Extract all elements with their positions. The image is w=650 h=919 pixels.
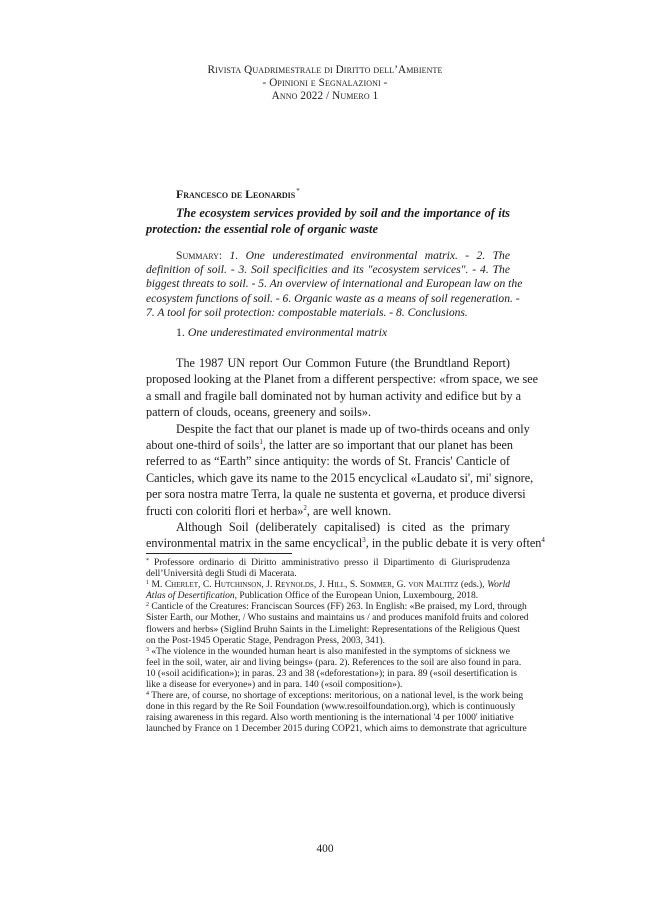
footnote-line: feel in the soil, water, air and living beings» (para. 2). References to the soil are also found in para. (146, 657, 522, 668)
footnote-line (146, 591, 510, 602)
summary-label: Summary: (176, 249, 223, 262)
body-text-segment: , the latter are so important that our planet has been (262, 438, 513, 453)
summary-line (146, 277, 523, 291)
footnote-line (146, 580, 510, 591)
footnote-text: «The violence in the wounded human heart is also manifested in the symptoms of sickness we (149, 646, 510, 657)
body-line: Although Soil (deliberately capitalised) is cited as the primary (176, 520, 510, 535)
footnote-marker: 1 (146, 580, 149, 587)
author-name: Francesco de Leonardis (176, 187, 296, 201)
summary-text: 7. A tool for soil protection: compostable materials. - 8. Conclusions. (146, 305, 468, 319)
footnote-marker: 2 (146, 602, 149, 609)
footnote-line: raising awareness in this regard. Also worth mentioning is the international '4 per 1000' initiative (146, 713, 514, 724)
body-line (146, 437, 513, 453)
summary-text: definition of soil. - 3. Soil specificities and its "ecosystem services". - 4. The (146, 263, 510, 277)
article-title-line-1: The ecosystem services provided by soil and the importance of its (176, 206, 510, 220)
footnote-text: (eds.), (458, 580, 488, 591)
summary-text: biggest threats to soil. - 5. An overview of international and European law on the (146, 277, 523, 291)
body-line: Canticles, which gave its name to the 2015 encyclical «Laudato si', mi' signore, (146, 470, 534, 485)
journal-section: - Opinioni e Segnalazioni - (262, 76, 388, 89)
journal-title: Rivista Quadrimestrale di Diritto dell’Ambiente (207, 64, 443, 76)
footnote-line: done in this regard by the Re Soil Foundation (www.resoilfoundation.org), which is continuously (146, 702, 516, 713)
summary-text: ecosystem functions of soil. - 6. Organic waste as a means of soil regeneration. - (146, 291, 520, 305)
summary-line (146, 291, 520, 306)
footnote-text: Professore ordinario di Diritto amministrativo presso il Dipartimento di Giurisprudenza (149, 558, 510, 568)
footnote-line: Sister Earth, our Mother, / Who sustains and maintains us / and produces manifold fruits and colored (146, 613, 529, 624)
footnote-reference[interactable]: 1 (259, 438, 263, 447)
footnote-reference[interactable]: 3 (362, 536, 366, 545)
footnote-work-title: World (487, 580, 510, 591)
footnote-work-title: Atlas of Desertification (146, 591, 235, 602)
footnote-text: , Publication Office of the European Union, Luxembourg, 2018. (234, 591, 479, 602)
footnote-line (146, 558, 510, 569)
footnote-text: Canticle of the Creatures: Franciscan Sources (FF) 263. In English: «Be praised, my Lord, through (149, 602, 527, 613)
body-line (146, 535, 545, 551)
body-line: referred to as “Earth” since antiquity: the words of St. Francis' Canticle of (146, 454, 510, 469)
footnote-line: on the Post-1945 Operatic Stage, Pendragon Press, 2003, 341). (146, 635, 386, 646)
footnote-divider (146, 553, 292, 554)
section-heading (176, 325, 387, 340)
body-line: a small and fragile ball dominated not by human activity and edifice but by a (146, 388, 521, 403)
article-summary (146, 249, 523, 320)
section-title: One underestimated environmental matrix (187, 325, 388, 339)
summary-line (146, 249, 510, 263)
footnote-reference[interactable]: 2 (303, 503, 307, 512)
footnote-marker: 3 (146, 646, 149, 653)
footnote-text: There are, of course, no shortage of exceptions: meritorious, on a national level, is the work being (149, 691, 524, 702)
footnote-authors: M. Cherlet, C. Hutchinson, J. Reynolds, J. Hill, S. Sommer, G. von Maltitz (151, 580, 459, 591)
summary-line (146, 263, 510, 277)
summary-line (146, 306, 510, 320)
body-text-segment: , in the public debate it is very often (365, 536, 542, 551)
body-line: proposed looking at the Planet from a different perspective: «from space, we see (146, 372, 539, 387)
footnote-line: flowers and herbs» (Siglind Bruhn Saints in the Limelight: Representations of the Religious Quest (146, 624, 520, 635)
article-author (176, 187, 300, 202)
body-text-segment: environmental matrix in the same encyclical (146, 536, 363, 551)
footnote-line (146, 691, 524, 702)
body-line: pattern of clouds, oceans, greenery and soils». (146, 405, 372, 420)
body-line: Despite the fact that our planet is made up of two-thirds oceans and only (176, 421, 530, 436)
running-head (0, 64, 650, 102)
section-number: 1. (176, 325, 185, 339)
body-text (146, 355, 545, 552)
journal-issue: Anno 2022 / Numero 1 (271, 89, 379, 102)
body-text-segment: fructi con coloriti flori et herba» (146, 503, 304, 518)
footnote-line: like a disease for everyone») and in para. 140 («soil composition»). (146, 680, 403, 691)
summary-text: 1. One underestimated environmental matrix. - 2. The (229, 249, 510, 262)
author-note-marker: * (296, 187, 300, 195)
body-line: The 1987 UN report Our Common Future (the Brundtland Report) (176, 356, 510, 370)
footnote-line: dell’Università degli Studi di Macerata. (146, 569, 297, 580)
body-line: per sora nostra matre Terra, la quale ne sustenta et governa, et produce diversi (146, 487, 526, 502)
footnote-line (146, 602, 527, 613)
page-number: 400 (316, 843, 334, 855)
article-title (146, 205, 510, 237)
footnote-line: 10 («soil acidification»); in paras. 23 and 38 («deforestation»); in para. 89 («soil desertification is (146, 668, 517, 679)
body-line (146, 503, 510, 519)
footnote-line: launched by France on 1 December 2015 during COP21, which aims to demonstrate that agriculture (146, 724, 527, 735)
footnote-marker: * (146, 558, 149, 564)
footnotes (146, 558, 529, 736)
article-title-line-2: protection: the essential role of organic waste (146, 222, 378, 236)
body-text-segment: , are well known. (306, 503, 392, 518)
body-text-segment: about one-third of soils (146, 438, 260, 453)
footnote-reference[interactable]: 4 (541, 536, 545, 545)
footnote-line (146, 647, 510, 658)
footnote-marker: 4 (146, 691, 149, 698)
